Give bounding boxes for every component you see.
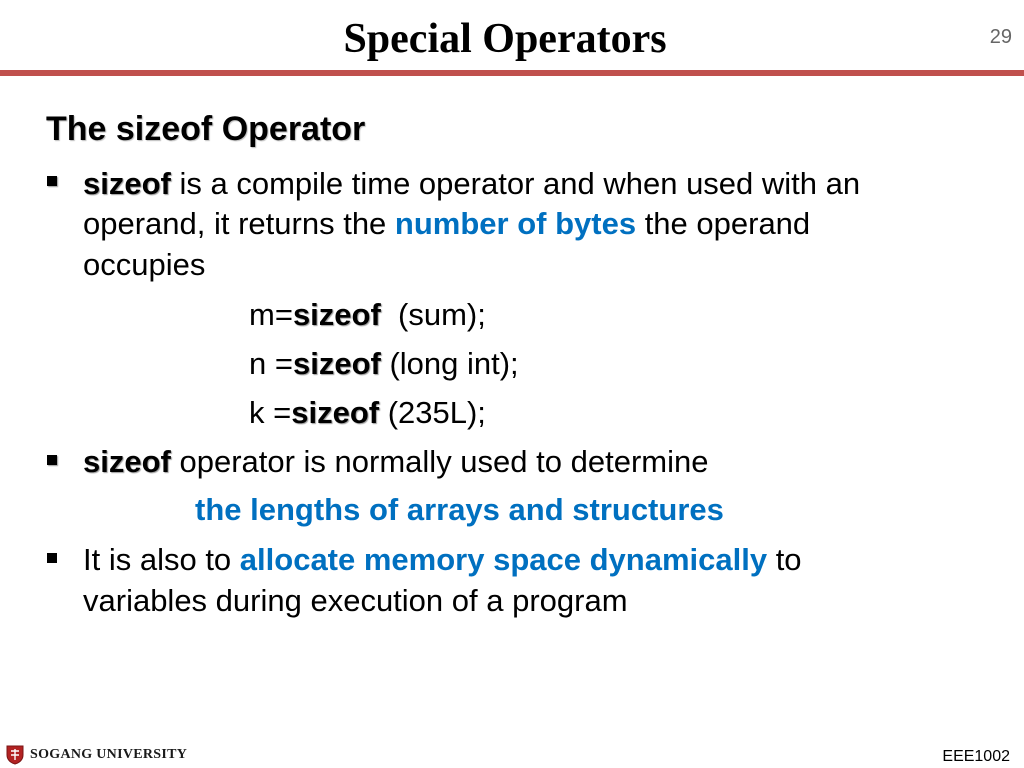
- example-prefix: k =: [249, 395, 292, 430]
- university-logo: [6, 744, 187, 766]
- bullet2-text: operator is normally used to determine: [170, 444, 709, 479]
- example-suffix: (235L);: [379, 395, 486, 430]
- example-line: [249, 393, 486, 433]
- bullet1-line2: [83, 204, 810, 244]
- bullet3-text-a: It is also to: [83, 542, 240, 577]
- bullet2-line1: [83, 442, 708, 482]
- slide-title: Special Operators: [343, 16, 667, 62]
- example-line: [249, 295, 486, 335]
- keyword-sizeof: sizeof: [83, 166, 171, 201]
- bullet-icon: [47, 176, 57, 186]
- university-name: SOGANG UNIVERSITY: [30, 747, 188, 762]
- section-heading: The sizeof Operator: [46, 110, 366, 148]
- page-number: 29: [989, 26, 1012, 48]
- example-prefix: n =: [249, 346, 293, 381]
- title-divider: [0, 70, 1024, 76]
- bullet1-line1: [83, 164, 860, 204]
- bullet2-line2: [195, 490, 724, 530]
- keyword-sizeof: sizeof: [292, 297, 381, 332]
- example-suffix: (long int);: [380, 346, 519, 381]
- bullet1-highlight: number of bytes: [394, 206, 637, 241]
- bullet1-text-a: is a compile time operator and when used with an: [170, 166, 861, 201]
- bullet1-line3: [83, 245, 205, 285]
- bullet3-line2: [83, 581, 628, 621]
- bullet3-highlight: allocate memory space dynamically: [239, 542, 768, 577]
- keyword-sizeof: sizeof: [291, 395, 380, 430]
- bullet-icon: [47, 553, 57, 563]
- keyword-sizeof: sizeof: [83, 444, 171, 479]
- example-prefix: m=: [249, 297, 293, 332]
- bullet1-text-d: occupies: [83, 247, 206, 282]
- bullet2-highlight: the lengths of arrays and structures: [195, 492, 724, 527]
- shield-icon: [6, 745, 24, 765]
- bullet3-line1: [83, 540, 802, 580]
- bullet3-text-c: variables during execution of a program: [83, 583, 628, 618]
- bullet-icon: [47, 455, 57, 465]
- bullet1-text-b: operand, it returns the: [83, 206, 395, 241]
- example-suffix: (sum);: [380, 297, 486, 332]
- keyword-sizeof: sizeof: [292, 346, 381, 381]
- course-code: EEE1002: [942, 748, 1010, 765]
- bullet1-text-c: the operand: [636, 206, 811, 241]
- bullet3-text-b: to: [767, 542, 802, 577]
- example-line: [249, 344, 519, 384]
